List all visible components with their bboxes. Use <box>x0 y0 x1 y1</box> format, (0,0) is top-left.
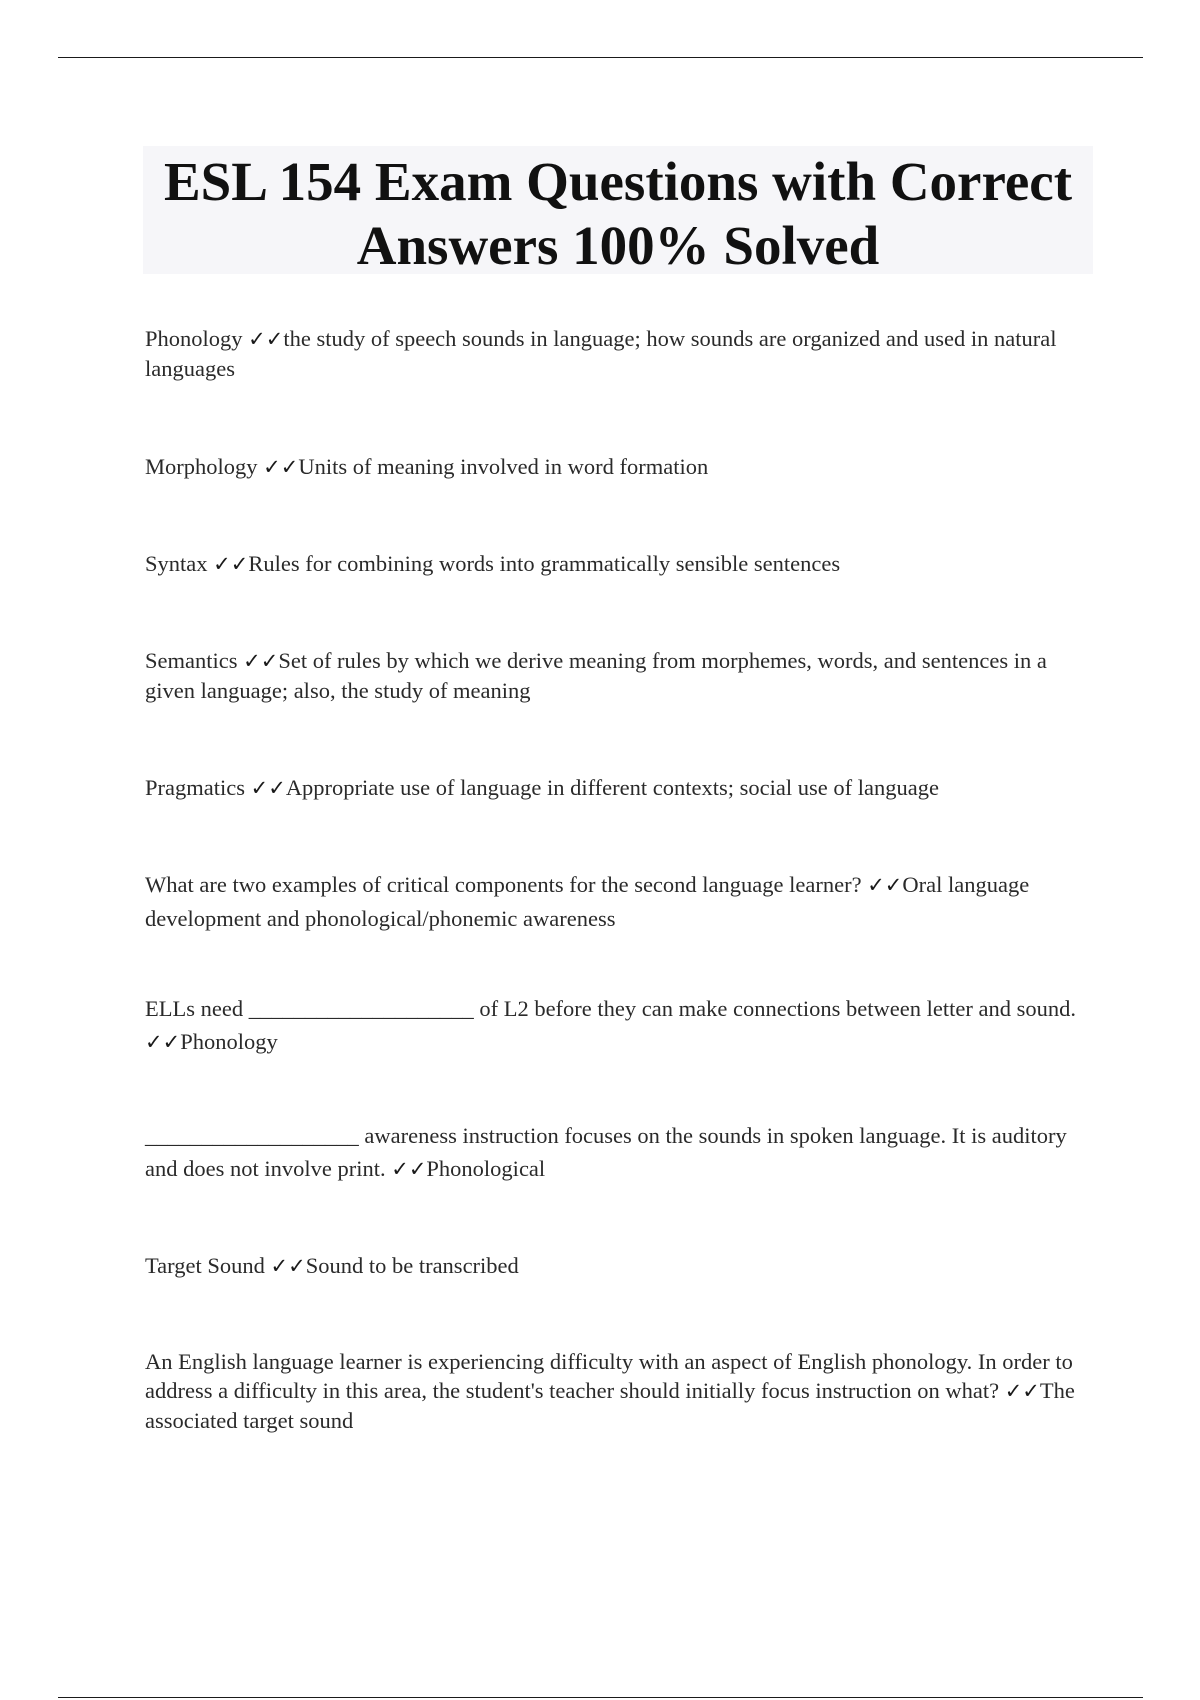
double-check-icon: ✓✓ <box>263 455 299 479</box>
answer-text: Phonological <box>426 1156 546 1181</box>
question-text: What are two examples of critical components for the second language learner? <box>145 872 862 897</box>
qa-item-ells-need <box>145 992 1090 1059</box>
double-check-icon: ✓✓ <box>391 1157 427 1181</box>
answer-text: Sound to be transcribed <box>305 1253 519 1278</box>
double-check-icon: ✓✓ <box>867 873 903 897</box>
question-text: An English language learner is experiencing difficulty with an aspect of English phonology. In order to address a difficulty in this area, the student's teacher should initially focus instruction on what? <box>145 1349 1073 1403</box>
qa-item-morphology <box>145 452 1090 482</box>
question-text: ___________________ awareness instruction focuses on the sounds in spoken language. It is auditory and does not involve print. <box>145 1123 1067 1181</box>
double-check-icon: ✓✓ <box>250 776 286 800</box>
double-check-icon: ✓✓ <box>145 1030 181 1054</box>
double-check-icon: ✓✓ <box>243 649 279 673</box>
title-banner <box>143 146 1093 274</box>
answer-text: Phonology <box>180 1029 278 1054</box>
answer-text: Oral language development and phonological/phonemic awareness <box>145 872 1030 931</box>
answer-text: Rules for combining words into grammatically sensible sentences <box>248 551 841 576</box>
double-check-icon: ✓✓ <box>213 552 249 576</box>
question-text: Pragmatics <box>145 775 245 800</box>
question-text: ELLs need ____________________ of L2 before they can make connections between letter and sound. <box>145 996 1076 1021</box>
qa-item-syntax <box>145 549 1090 579</box>
qa-item-english-learner-difficulty <box>145 1347 1090 1435</box>
page-title: ESL 154 Exam Questions with Correct Answers 100% Solved <box>163 151 1073 276</box>
top-rule <box>58 57 1143 58</box>
qa-item-target-sound <box>145 1251 1090 1281</box>
answer-text: Set of rules by which we derive meaning from morphemes, words, and sentences in a given language; also, the study of meaning <box>145 648 1047 703</box>
question-text: Phonology <box>145 326 243 351</box>
question-text: Morphology <box>145 454 258 479</box>
double-check-icon: ✓✓ <box>248 327 284 351</box>
answer-text: the study of speech sounds in language; how sounds are organized and used in natural languages <box>145 326 1057 381</box>
bottom-rule <box>58 1697 1143 1698</box>
qa-item-semantics <box>145 646 1090 706</box>
qa-item-pragmatics <box>145 773 1090 803</box>
double-check-icon: ✓✓ <box>270 1254 306 1278</box>
question-text: Target Sound <box>145 1253 265 1278</box>
answer-text: Appropriate use of language in different contexts; social use of language <box>285 775 939 800</box>
qa-item-awareness-instruction <box>145 1119 1090 1186</box>
double-check-icon: ✓✓ <box>1004 1379 1040 1403</box>
answer-text: The associated target sound <box>145 1378 1075 1433</box>
qa-item-critical-components <box>145 868 1090 935</box>
qa-item-phonology <box>145 324 1090 384</box>
question-text: Syntax <box>145 551 208 576</box>
answer-text: Units of meaning involved in word formation <box>298 454 709 479</box>
question-text: Semantics <box>145 648 238 673</box>
